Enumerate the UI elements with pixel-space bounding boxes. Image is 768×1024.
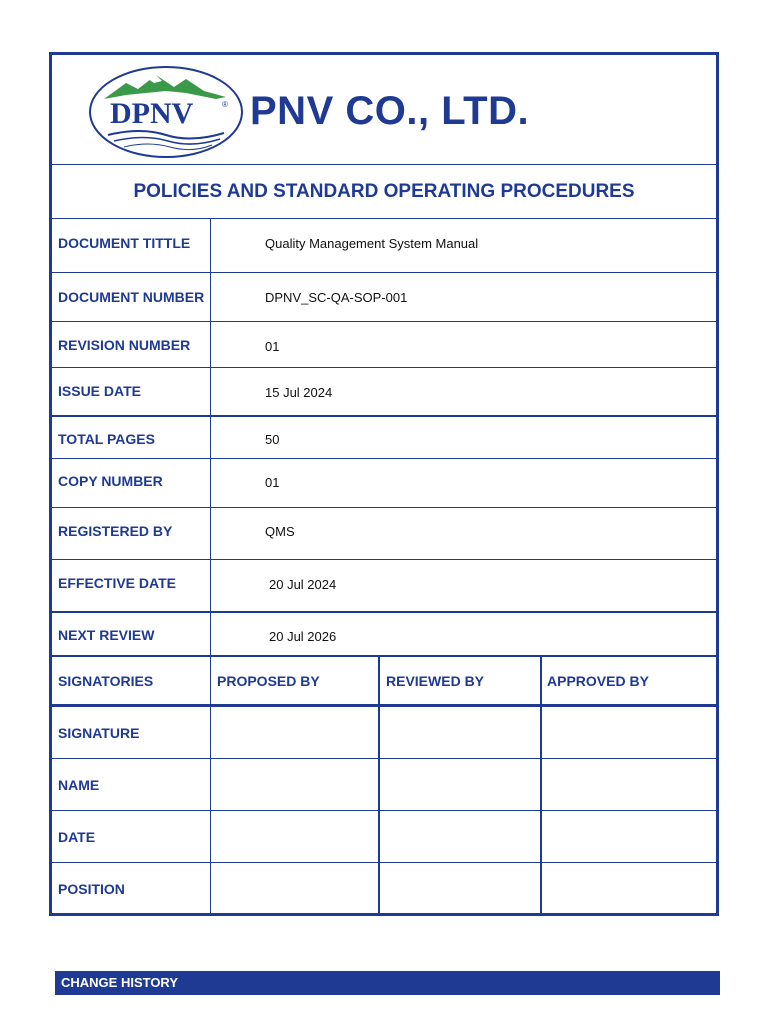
change-history-bar — [55, 971, 720, 995]
field-label: TOTAL PAGES — [58, 431, 155, 447]
dpnv-logo — [86, 63, 246, 161]
field-value: 20 Jul 2026 — [269, 629, 337, 644]
field-label: DOCUMENT TITTLE — [58, 235, 191, 251]
reviewed-approved-divider — [540, 657, 542, 913]
company-header — [52, 55, 716, 165]
name-row — [52, 759, 716, 811]
field-label: DOCUMENT NUMBER — [58, 289, 205, 305]
field-row-copy-number — [52, 459, 716, 508]
field-row-next-review — [52, 613, 716, 657]
field-label: ISSUE DATE — [58, 383, 141, 399]
document-heading: POLICIES AND STANDARD OPERATING PROCEDURES — [133, 181, 635, 202]
proposed-reviewed-divider — [378, 657, 380, 913]
registered-mark: ® — [222, 100, 228, 109]
row-label: SIGNATURE — [58, 725, 140, 741]
column-proposed-by: PROPOSED BY — [217, 673, 320, 689]
label-column-divider — [210, 219, 211, 913]
field-value: DPNV_SC-QA-SOP-001 — [265, 290, 408, 305]
field-value: QMS — [265, 524, 295, 539]
change-history-title: CHANGE HISTORY — [61, 975, 179, 990]
field-row-issue-date — [52, 368, 716, 417]
position-row — [52, 863, 716, 913]
field-label: EFFECTIVE DATE — [58, 575, 176, 591]
field-row-effective-date — [52, 560, 716, 613]
row-label: NAME — [58, 777, 100, 793]
signatories-header-row — [52, 657, 716, 707]
row-label: POSITION — [58, 881, 125, 897]
field-row-registered-by — [52, 508, 716, 560]
field-value: Quality Management System Manual — [265, 236, 479, 251]
row-label: DATE — [58, 829, 96, 845]
field-value: 15 Jul 2024 — [265, 385, 333, 400]
field-row-total-pages — [52, 417, 716, 459]
field-label: COPY NUMBER — [58, 473, 163, 489]
signatories-label: SIGNATORIES — [58, 673, 154, 689]
field-label: NEXT REVIEW — [58, 627, 155, 643]
field-label: REGISTERED BY — [58, 523, 173, 539]
logo-text: DPNV — [110, 97, 194, 130]
column-reviewed-by: REVIEWED BY — [386, 673, 485, 689]
field-value: 01 — [265, 339, 280, 354]
signature-row — [52, 707, 716, 759]
company-name: PNV CO., LTD. — [250, 89, 530, 133]
field-row-revision-number — [52, 322, 716, 368]
date-row — [52, 811, 716, 863]
column-approved-by: APPROVED BY — [547, 673, 649, 689]
field-value: 50 — [265, 432, 280, 447]
field-value: 01 — [265, 475, 280, 490]
document-heading-row — [52, 165, 716, 219]
field-value: 20 Jul 2024 — [269, 577, 337, 592]
sop-cover-form — [49, 52, 719, 916]
field-label: REVISION NUMBER — [58, 337, 191, 353]
field-row-document-number — [52, 273, 716, 322]
field-row-document-title — [52, 219, 716, 273]
